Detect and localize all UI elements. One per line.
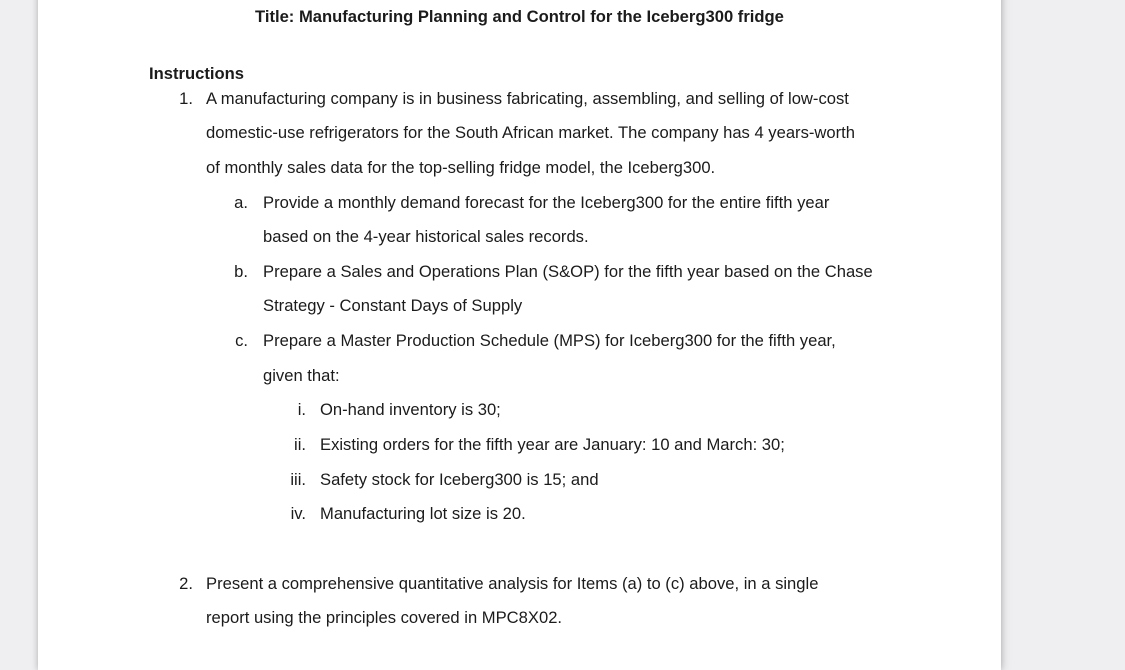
given-iii-text: Safety stock for Iceberg300 is 15; and (320, 470, 599, 489)
subitem-c-marker: c. (235, 331, 248, 350)
given-iv-marker: iv. (290, 504, 306, 523)
item-1-marker: 1. (179, 89, 193, 108)
item-1-line: of monthly sales data for the top-selling fridge model, the Iceberg300. (206, 158, 716, 177)
subitem-c-line: Prepare a Master Production Schedule (MPS) for Iceberg300 for the fifth year, (263, 331, 836, 350)
item-2-marker: 2. (179, 574, 193, 593)
document-page (38, 0, 1001, 670)
document-title: Title: Manufacturing Planning and Control for the Iceberg300 fridge (255, 7, 784, 26)
item-1-line: A manufacturing company is in business fabricating, assembling, and selling of low-cost (206, 89, 849, 108)
given-ii-text: Existing orders for the fifth year are January: 10 and March: 30; (320, 435, 785, 454)
subitem-a-line: Provide a monthly demand forecast for the Iceberg300 for the entire fifth year (263, 193, 830, 212)
given-i-text: On-hand inventory is 30; (320, 400, 501, 419)
subitem-b-line: Strategy - Constant Days of Supply (263, 296, 523, 315)
item-2-line: Present a comprehensive quantitative analysis for Items (a) to (c) above, in a single (206, 574, 819, 593)
subitem-a-marker: a. (234, 193, 248, 212)
subitem-c-line: given that: (263, 366, 340, 385)
given-ii-marker: ii. (294, 435, 306, 454)
instructions-heading: Instructions (149, 64, 244, 83)
subitem-b-marker: b. (234, 262, 248, 281)
subitem-b-line: Prepare a Sales and Operations Plan (S&OP) for the fifth year based on the Chase (263, 262, 873, 281)
given-iii-marker: iii. (290, 470, 306, 489)
item-1-line: domestic-use refrigerators for the South African market. The company has 4 years-worth (206, 123, 855, 142)
item-2-line: report using the principles covered in MPC8X02. (206, 608, 563, 627)
given-i-marker: i. (297, 400, 306, 419)
given-iv-text: Manufacturing lot size is 20. (320, 504, 526, 523)
subitem-a-line: based on the 4-year historical sales records. (263, 227, 589, 246)
